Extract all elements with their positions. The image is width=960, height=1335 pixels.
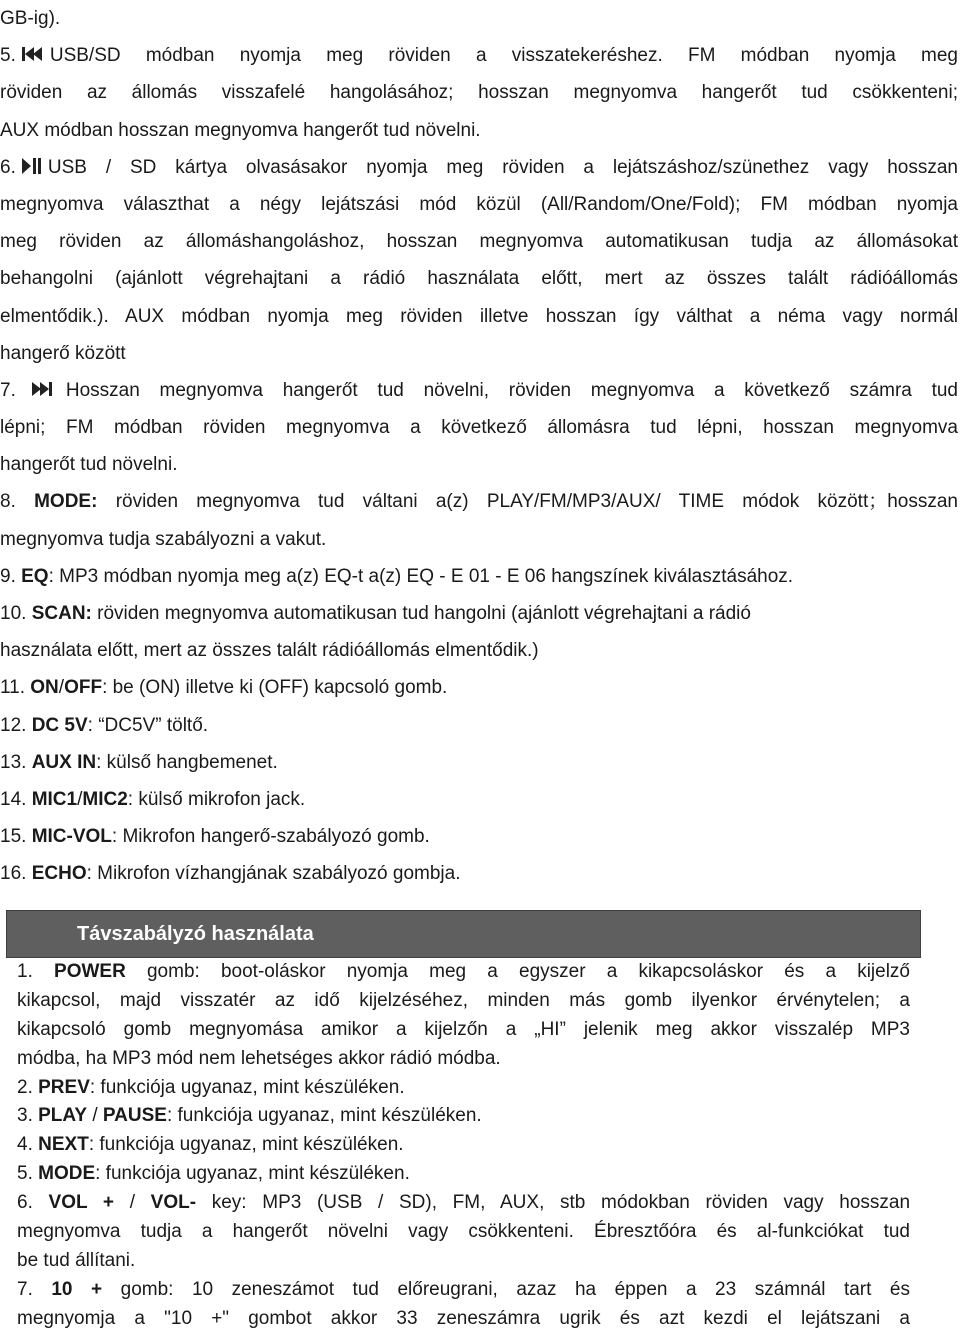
item-number: 14. [0, 788, 32, 810]
text-line [0, 186, 958, 223]
separator: / [58, 677, 65, 699]
key-label: VOL- [150, 1192, 197, 1214]
text-line [17, 1045, 910, 1074]
line-text: megnyomja a "10 +" gombot akkor 33 zeneszámra ugrik és azt kezdi el lejátszani a [17, 1307, 910, 1329]
item-12 [0, 707, 958, 744]
item-text: gomb: 10 zeneszámot tud előreugrani, azaz ha éppen a 23 számnál tart és [102, 1278, 910, 1300]
text-line [0, 223, 958, 260]
item-text: : funkciója ugyanaz, mint készüléken. [95, 1163, 410, 1185]
key-label: VOL + [48, 1192, 115, 1214]
key-label: PREV [38, 1076, 90, 1098]
remote-instructions [17, 958, 910, 1334]
key-label: EQ [21, 565, 49, 587]
item-text: : funkciója ugyanaz, mint készüléken. [89, 1076, 405, 1098]
item-10 [0, 595, 958, 632]
line-text: röviden az állomás visszafelé hangolásához; hosszan megnyomva hangerőt tud csökkenteni; [0, 82, 958, 104]
text-line [0, 335, 958, 372]
item-5 [0, 37, 958, 74]
key-label: ON [30, 677, 59, 699]
item-text: röviden megnyomva tud váltani a(z) PLAY/FM/MP3/AUX/ TIME módok között；hosszan [97, 491, 958, 513]
item-number: 11. [0, 677, 31, 699]
line-text: használata előtt, mert az összes talált rádióállomás elmentődik.) [0, 640, 539, 662]
line-text: lépni; FM módban röviden megnyomva a következő állomásra tud lépni, hosszan megnyomva [0, 417, 958, 439]
next-track-icon [30, 380, 54, 398]
item-number: 13. [0, 751, 32, 773]
item-8 [0, 483, 958, 520]
item-number: 12. [0, 714, 32, 736]
item-text: : Mikrofon vízhangjának szabályozó gombja. [86, 863, 461, 885]
remote-item-2 [17, 1074, 910, 1103]
key-label: OFF [64, 677, 103, 699]
item-text: : MP3 módban nyomja meg a(z) EQ-t a(z) EQ - E 01 - E 06 hangszínek kiválasztásához. [48, 565, 794, 587]
line-text: megnyomva tudja szabályozni a vakut. [0, 528, 327, 550]
text-line [0, 112, 958, 149]
key-label: MIC2 [82, 788, 128, 810]
item-number: 6. [17, 1192, 49, 1214]
line-text: meg röviden az állomáshangoláshoz, hosszan megnyomva automatikusan tudja az állomásokat [0, 231, 958, 253]
item-number: 2. [17, 1076, 39, 1098]
section-title: Távszabályzó használata [77, 923, 314, 945]
key-label: MODE: [34, 491, 98, 513]
item-number: 6. [0, 156, 16, 178]
item-14 [0, 781, 958, 818]
item-number: 3. [17, 1105, 39, 1127]
previous-track-icon [20, 45, 44, 63]
key-label: MIC1 [31, 788, 78, 810]
key-label: AUX IN [31, 751, 97, 773]
line-text: behangolni (ajánlott végrehajtani a rádió használata előtt, mert az összes talált rádióállomás [0, 268, 958, 290]
line-text: be tud állítani. [17, 1249, 136, 1271]
item-text: : “DC5V” töltő. [87, 714, 209, 736]
item-16 [0, 855, 958, 892]
item-9 [0, 558, 958, 595]
item-11 [0, 669, 958, 706]
item-number: 4. [17, 1134, 39, 1156]
remote-item-6 [17, 1189, 910, 1218]
section-header-bar [6, 910, 921, 958]
key-label: 10 + [51, 1278, 103, 1300]
key-label: SCAN: [31, 603, 92, 624]
separator: / [87, 1105, 103, 1127]
text-line [17, 1247, 910, 1276]
line-text: kikapcsol, majd visszatér az idő kijelzéséhez, minden más gomb ilyenkor érvénytelen; a [17, 989, 910, 1011]
item-number: 7. [0, 379, 16, 401]
text-line [17, 987, 910, 1016]
item-number: 8. [0, 491, 35, 513]
item-text: gomb: boot-oláskor nyomja meg a egyszer a kikapcsoláskor és a kijelző [125, 961, 911, 982]
text-line [17, 1305, 910, 1334]
text-line [0, 74, 958, 111]
line-text: megnyomva választhat a négy lejátszási mód közül (All/Random/One/Fold); FM módban nyomja [0, 193, 958, 215]
text-line [0, 446, 958, 483]
remote-item-5 [17, 1160, 910, 1189]
text-line [0, 521, 958, 558]
item-15 [0, 818, 958, 855]
line-text: kikapcsoló gomb megnyomása amikor a kijelzőn a „HI” jelenik meg akkor visszalép MP3 [17, 1018, 910, 1040]
key-label: NEXT [38, 1134, 89, 1156]
item-text: : külső mikrofon jack. [127, 788, 306, 810]
key-label: DC 5V [31, 714, 88, 736]
item-number: 7. [17, 1278, 52, 1300]
item-text: Hosszan megnyomva hangerőt tud növelni, röviden megnyomva a következő számra tud [65, 379, 958, 401]
separator: / [114, 1192, 151, 1214]
line-text: elmentődik.). AUX módban nyomja meg röviden illetve hosszan így válthat a néma vagy normál [0, 305, 958, 327]
key-label: POWER [54, 961, 126, 982]
key-label: MODE [38, 1163, 96, 1185]
line-text: AUX módban hosszan megnyomva hangerőt tud növelni. [0, 119, 481, 141]
item-number: 16. [0, 863, 32, 885]
line-text: hangerő között [0, 342, 126, 364]
key-label: ECHO [31, 863, 87, 885]
item-text: röviden megnyomva automatikusan tud hangolni (ajánlott végrehajtani a rádió [91, 603, 751, 624]
item-text: key: MP3 (USB / SD), FM, AUX, stb módokban röviden vagy hosszan [196, 1192, 911, 1214]
line-text: hangerőt tud növelni. [0, 454, 178, 476]
item-number: 15. [0, 826, 32, 848]
key-label: MIC-VOL [31, 826, 112, 848]
key-label: PLAY [38, 1105, 88, 1127]
line-text: megnyomva tudja a hangerőt növelni vagy csökkenteni. Ébresztőóra és al-funkciókat tud [17, 1221, 910, 1243]
item-number: 1. [17, 961, 55, 982]
separator: / [77, 788, 83, 810]
item-text: : Mikrofon hangerő-szabályozó gomb. [111, 826, 430, 848]
item-text: USB/SD módban nyomja meg röviden a visszatekeréshez. FM módban nyomja meg [49, 45, 958, 67]
item-13 [0, 744, 958, 781]
play-pause-icon [20, 156, 42, 176]
text-line [17, 1218, 910, 1247]
item-text: USB / SD kártya olvasásakor nyomja meg röviden a lejátszáshoz/szünethez vagy hosszan [47, 156, 958, 178]
text-line [0, 298, 958, 335]
item-text: : külső hangbemenet. [96, 751, 278, 773]
item-number: 5. [17, 1163, 39, 1185]
text-line [0, 409, 958, 446]
item-number: 5. [0, 45, 16, 67]
item-7 [0, 372, 958, 409]
text-line [0, 0, 958, 37]
item-text: : be (ON) illetve ki (OFF) kapcsoló gomb. [102, 677, 448, 699]
text-line [17, 1016, 910, 1045]
key-label: PAUSE [102, 1105, 167, 1127]
remote-item-7 [17, 1276, 910, 1305]
line-text: GB-ig). [0, 8, 61, 29]
remote-item-3 [17, 1102, 910, 1131]
item-6 [0, 149, 958, 186]
remote-item-1 [17, 958, 910, 987]
item-number: 9. [0, 565, 22, 587]
item-number: 10. [0, 603, 32, 624]
text-line [0, 260, 958, 297]
item-text: : funkciója ugyanaz, mint készüléken. [166, 1105, 482, 1127]
item-text: : funkciója ugyanaz, mint készüléken. [88, 1134, 404, 1156]
remote-item-4 [17, 1131, 910, 1160]
text-line [0, 632, 958, 669]
line-text: módba, ha MP3 mód nem lehetséges akkor rádió módba. [17, 1047, 501, 1069]
